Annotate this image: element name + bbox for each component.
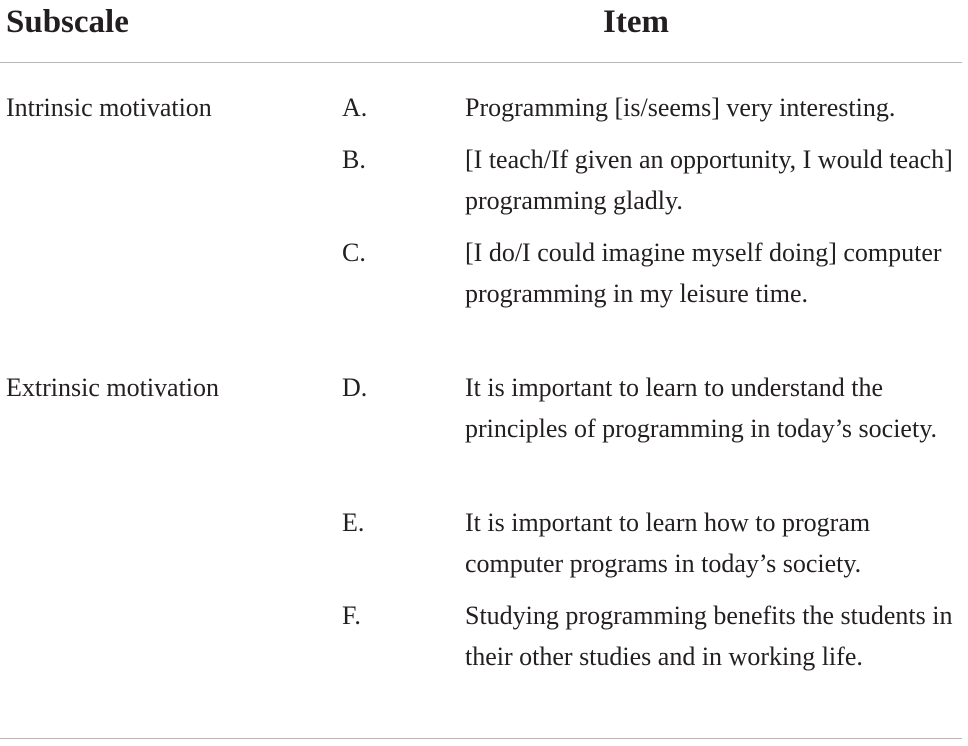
item-text: [I teach/If given an opportunity, I would teach] programming gladly. (465, 145, 953, 215)
header-divider (0, 62, 962, 63)
item-text: [I do/I could imagine myself doing] computer programming in my leisure time. (465, 238, 942, 308)
table-header (0, 0, 968, 64)
item-text: It is important to learn to understand the principles of programming in today’s society. (465, 373, 937, 443)
item-text: Studying programming benefits the students in their other studies and in working life. (465, 601, 953, 671)
item-letter: F. (342, 601, 361, 630)
item-letter: C. (342, 238, 366, 267)
header-subscale: Subscale (6, 4, 129, 40)
subscale-cell: Extrinsic motivation (6, 373, 220, 402)
item-letter: A. (342, 93, 368, 122)
item-letter: D. (342, 373, 368, 402)
item-text: Programming [is/seems] very interesting. (465, 93, 896, 122)
table-bottom-rule (0, 738, 962, 739)
item-text: It is important to learn how to program computer programs in today’s society. (465, 508, 871, 578)
item-letter: E. (342, 508, 365, 537)
item-letter: B. (342, 145, 366, 174)
subscale-cell: Intrinsic motivation (6, 93, 212, 122)
header-item: Item (603, 4, 669, 40)
